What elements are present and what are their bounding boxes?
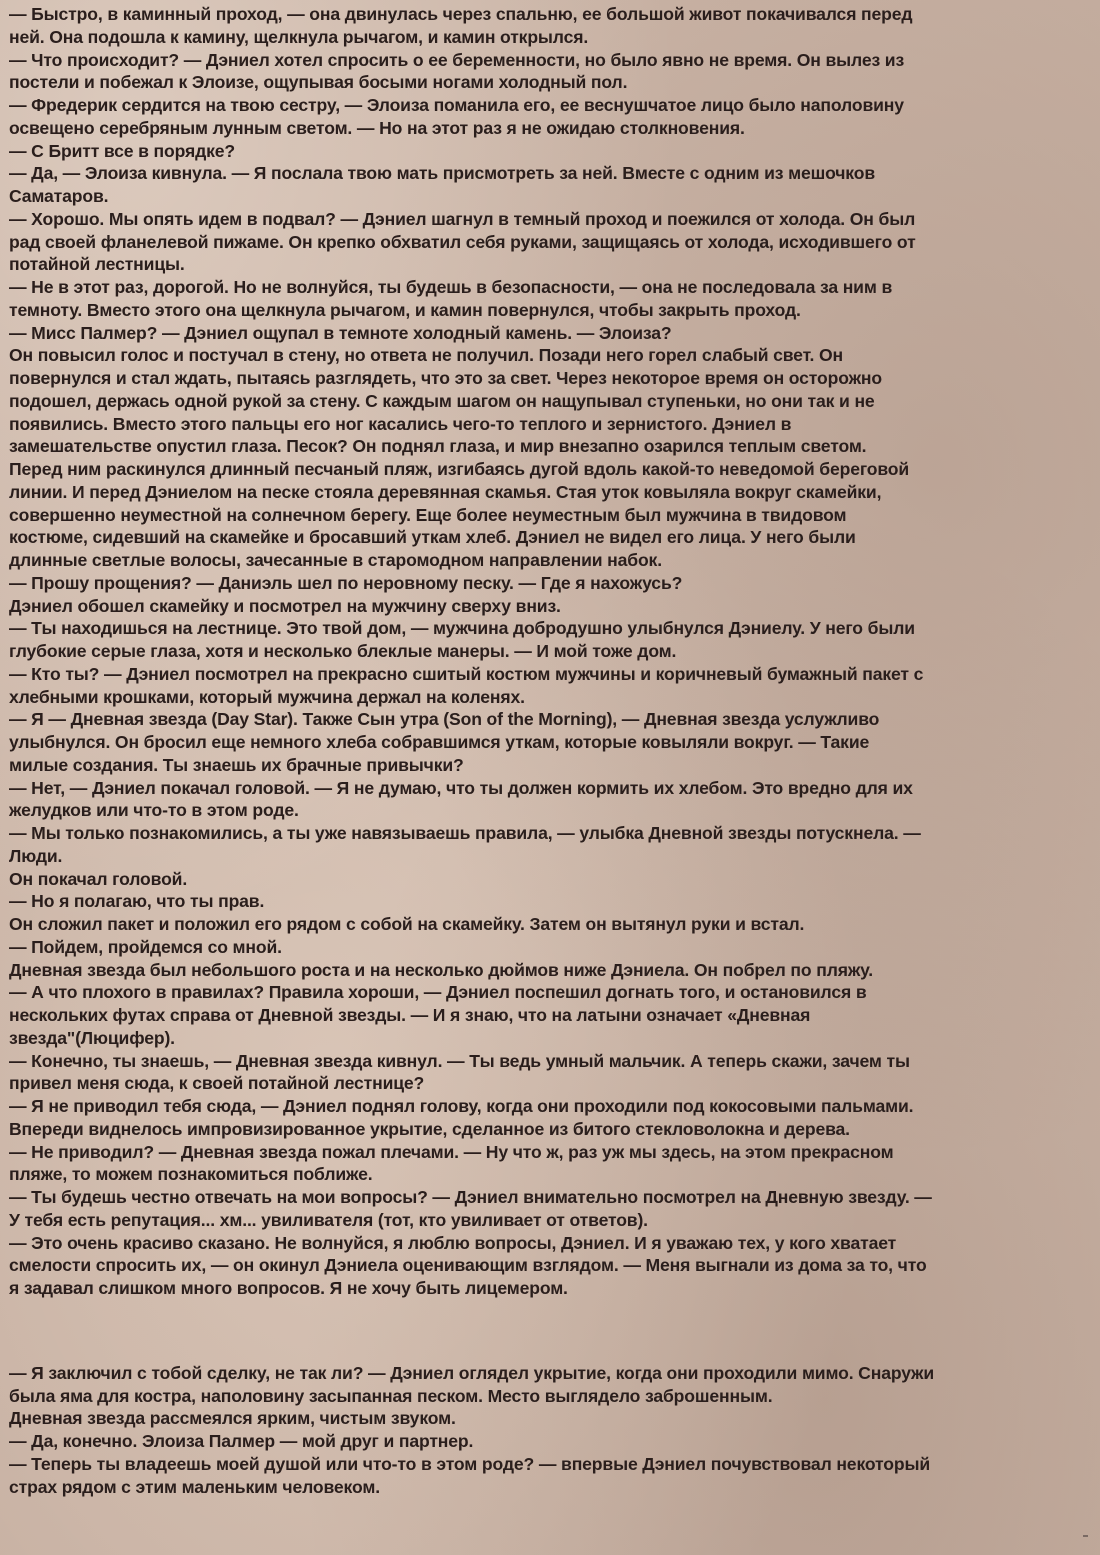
- text-line: — Хорошо. Мы опять идем в подвал? — Дэниел шагнул в темный проход и поежился от холода. Он был: [9, 208, 916, 229]
- text-line: Дэниел обошел скамейку и посмотрел на мужчину сверху вниз.: [9, 595, 561, 616]
- text-line: я задавал слишком много вопросов. Я не хочу быть лицемером.: [9, 1278, 568, 1298]
- text-line: Впереди виднелось импровизированное укрытие, сделанное из битого стекловолокна и дерева.: [9, 1118, 850, 1139]
- text-line: замешательстве опустил глаза. Песок? Он поднял глаза, и мир внезапно озарился теплым светом.: [9, 436, 867, 457]
- text-line: Он покачал головой.: [9, 868, 188, 889]
- text-line: — Ты находишься на лестнице. Это твой дом, — мужчина добродушно улыбнулся Дэниелу. У него были: [9, 618, 915, 639]
- text-line: потайной лестницы.: [9, 254, 185, 275]
- text-line: — Мы только познакомились, а ты уже навязываешь правила, — улыбка Дневной звезды потускнела. —: [9, 823, 921, 843]
- text-line: звезда"(Люцифер).: [9, 1027, 175, 1048]
- text-line: — Фредерик сердится на твою сестру, — Элоиза поманила его, ее веснушчатое лицо было наполовину: [9, 95, 904, 115]
- corner-dash-mark: [1083, 1535, 1088, 1537]
- text-line: — Я заключил с тобой сделку, не так ли? — Дэниел оглядел укрытие, когда они проходили мимо. Снаружи: [9, 1362, 935, 1383]
- text-line: темноту. Вместо этого она щелкнула рычагом, и камин повернулся, чтобы закрыть проход.: [9, 299, 801, 320]
- text-line: смелости спросить их, — он окинул Дэниела оценивающим взглядом. — Меня выгнали из дома за то, что: [9, 1255, 927, 1276]
- text-line: — Не в этот раз, дорогой. Но не волнуйся, ты будешь в безопасности, — она не последовала за ним в: [9, 277, 893, 297]
- text-line: — Мисс Палмер? — Дэниел ощупал в темноте холодный камень. — Элоиза?: [9, 322, 672, 343]
- text-line: — Да, — Элоиза кивнула. — Я послала твою мать присмотреть за ней. Вместе с одним из мешочков: [9, 163, 875, 184]
- text-line: ней. Она подошла к камину, щелкнула рычагом, и камин открылся.: [9, 26, 589, 47]
- section-gap: [9, 1300, 1092, 1362]
- text-section-1: [9, 3, 1092, 1300]
- text-line: — Это очень красиво сказано. Не волнуйся, я люблю вопросы, Дэниел. И я уважаю тех, у кого хватает: [9, 1232, 897, 1253]
- text-line: — Я — Дневная звезда (Day Star). Также Сын утра (Son of the Morning), — Дневная звезда услужливо: [9, 709, 880, 730]
- text-line: — Я не приводил тебя сюда, — Дэниел поднял голову, когда они проходили под кокосовыми пальмами.: [9, 1096, 914, 1116]
- text-line: длинные светлые волосы, зачесанные в старомодном направлении набок.: [9, 550, 662, 570]
- text-section-2: [9, 1362, 1092, 1499]
- story-page: [9, 3, 1092, 1498]
- text-line: милые создания. Ты знаешь их брачные привычки?: [9, 754, 464, 775]
- text-line: нескольких футах справа от Дневной звезды. — И я знаю, что на латыни означает «Дневная: [9, 1005, 811, 1025]
- text-line: — А что плохого в правилах? Правила хороши, — Дэниел поспешил догнать того, и остановился в: [9, 982, 867, 1003]
- text-line: пляже, то можем познакомиться поближе.: [9, 1164, 373, 1185]
- text-line: рад своей фланелевой пижаме. Он крепко обхватил себя руками, защищаясь от холода, исходившего от: [9, 231, 916, 252]
- text-line: совершенно неуместной на солнечном берегу. Еще более неуместным был мужчина в твидовом: [9, 504, 847, 525]
- text-line: привел меня сюда, к своей потайной лестнице?: [9, 1073, 425, 1094]
- text-line: — Кто ты? — Дэниел посмотрел на прекрасно сшитый костюм мужчины и коричневый бумажный пакет с: [9, 663, 924, 684]
- text-line: — Прошу прощения? — Даниэль шел по неровному песку. — Где я нахожусь?: [9, 572, 683, 593]
- text-line: костюме, сидевший на скамейке и бросавший уткам хлеб. Дэниел не видел его лица. У него были: [9, 527, 856, 548]
- text-line: Перед ним раскинулся длинный песчаный пляж, изгибаясь дугой вдоль какой-то неведомой береговой: [9, 459, 910, 479]
- text-line: — Нет, — Дэниел покачал головой. — Я не думаю, что ты должен кормить их хлебом. Это вредно для их: [9, 777, 913, 798]
- text-line: — С Бритт все в порядке?: [9, 140, 236, 161]
- text-line: Дневная звезда рассмеялся ярким, чистым звуком.: [9, 1408, 456, 1429]
- text-line: — Конечно, ты знаешь, — Дневная звезда кивнул. — Ты ведь умный мальчик. А теперь скажи, зачем ты: [9, 1050, 910, 1071]
- text-line: Дневная звезда был небольшого роста и на несколько дюймов ниже Дэниела. Он побрел по пляжу.: [9, 959, 873, 980]
- text-line: желудков или что-то в этом роде.: [9, 800, 299, 821]
- text-line: была яма для костра, наполовину засыпанная песком. Место выглядело заброшенным.: [9, 1385, 773, 1406]
- text-line: линии. И перед Дэниелом на песке стояла деревянная скамья. Стая уток ковыляла вокруг скамейки,: [9, 481, 882, 502]
- text-line: — Ты будешь честно отвечать на мои вопросы? — Дэниел внимательно посмотрел на Дневную звезду. —: [9, 1187, 932, 1207]
- text-line: улыбнулся. Он бросил еще немного хлеба собравшимся уткам, которые ковыляли вокруг. — Такие: [9, 732, 870, 752]
- text-line: страх рядом с этим маленьким человеком.: [9, 1476, 380, 1497]
- text-line: — Да, конечно. Элоиза Палмер — мой друг и партнер.: [9, 1431, 474, 1451]
- text-line: — Пойдем, пройдемся со мной.: [9, 936, 282, 957]
- text-line: — Но я полагаю, что ты прав.: [9, 891, 265, 912]
- text-line: глубокие серые глаза, хотя и несколько блеклые манеры. — И мой тоже дом.: [9, 641, 677, 661]
- text-line: постели и побежал к Элоизе, ощупывая босыми ногами холодный пол.: [9, 72, 628, 93]
- text-line: Он повысил голос и постучал в стену, но ответа не получил. Позади него горел слабый свет. Он: [9, 345, 843, 366]
- text-line: освещено серебряным лунным светом. — Но на этот раз я не ожидаю столкновения.: [9, 117, 745, 138]
- text-line: — Не приводил? — Дневная звезда пожал плечами. — Ну что ж, раз уж мы здесь, на этом прекрасном: [9, 1141, 894, 1162]
- text-line: — Что происходит? — Дэниел хотел спросить о ее беременности, но было явно не время. Он вылез из: [9, 49, 905, 70]
- text-line: У тебя есть репутация... хм... увиливателя (тот, кто увиливает от ответов).: [9, 1209, 648, 1230]
- text-line: хлебными крошками, который мужчина держал на коленях.: [9, 686, 525, 707]
- text-line: — Быстро, в каминный проход, — она двинулась через спальню, ее большой живот покачивался перед: [9, 4, 913, 24]
- text-line: — Теперь ты владеешь моей душой или что-то в этом роде? — впервые Дэниел почувствовал некоторый: [9, 1453, 930, 1474]
- text-line: Он сложил пакет и положил его рядом с собой на скамейку. Затем он вытянул руки и встал.: [9, 914, 805, 934]
- text-line: Саматаров.: [9, 186, 109, 206]
- text-line: появились. Вместо этого пальцы его ног касались чего-то теплого и зернистого. Дэниел в: [9, 413, 792, 434]
- text-line: повернулся и стал ждать, пытаясь разглядеть, что это за свет. Через некоторое время он осторожно: [9, 368, 882, 388]
- text-line: подошел, держась одной рукой за стену. С каждым шагом он нащупывал ступеньки, но они так и не: [9, 390, 875, 411]
- text-line: Люди.: [9, 845, 63, 866]
